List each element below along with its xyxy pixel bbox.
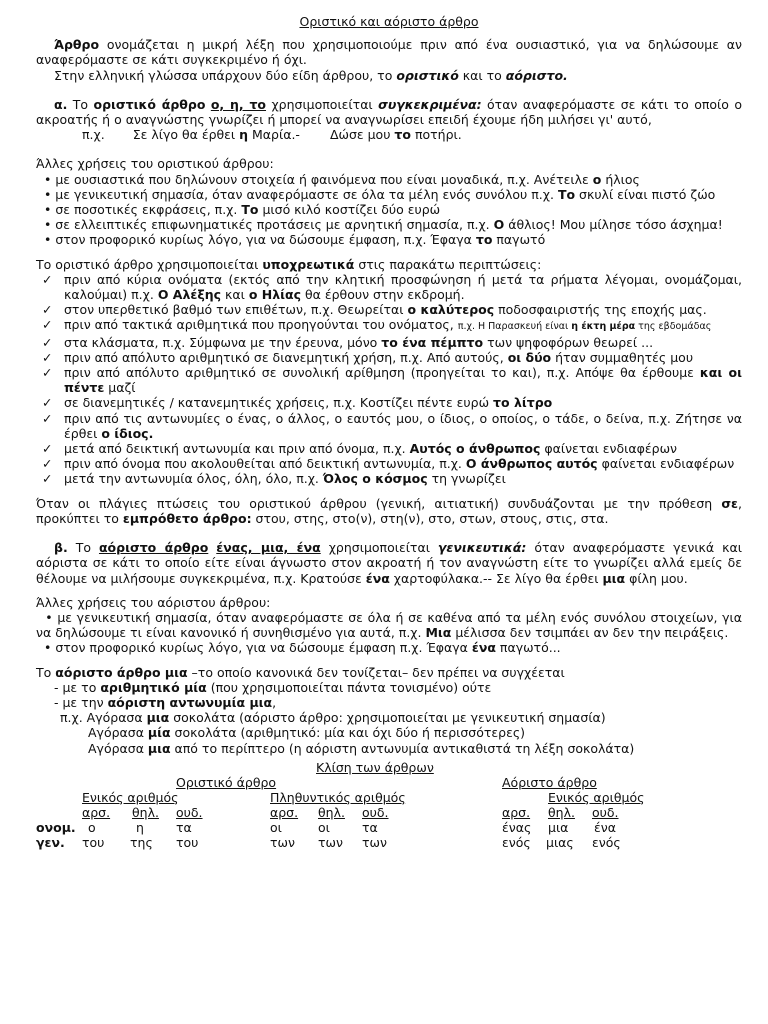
- check-icon: ✓: [42, 441, 53, 457]
- list-item: • σε ποσοτικές εκφράσεις, π.χ. Το μισό κιλό κοστίζει δύο ευρώ: [44, 202, 441, 218]
- check-item: ✓ πριν από όνομα που ακολουθείται από δεικτική αντωνυμία, π.χ. Ο άνθρωπος αυτός φαίνεται ενδιαφέρων: [42, 456, 735, 472]
- list-item: • με γενικευτική σημασία, όταν αναφερόμαστε σε όλα τα μέλη ενός συνόλου π.χ. Το σκυλί είναι πιστό ζώο: [36, 186, 716, 202]
- gender-label: ουδ.: [592, 804, 619, 820]
- check-item: ✓ στα κλάσματα, π.χ. Σύμφωνα με την έρευνα, μόνο το ένα πέμπτο των ψηφοφόρων θεωρεί ...: [42, 334, 654, 350]
- table-cell: μια: [548, 819, 569, 835]
- table-cell: του: [82, 834, 105, 850]
- gender-label: ουδ.: [176, 804, 203, 820]
- table-cell: των: [318, 834, 343, 850]
- gender-label: αρσ.: [82, 804, 111, 820]
- list-item: • με ουσιαστικά που δηλώνουν στοιχεία ή φαινόμενα που είναι μοναδικά, π.χ. Ανέτειλε ο ήλιος: [44, 171, 640, 187]
- table-title: Κλίση των άρθρων: [316, 759, 434, 775]
- table-cell: των: [270, 834, 295, 850]
- check-icon: ✓: [42, 302, 53, 318]
- check-item: ✓ πριν από τακτικά αριθμητικά που προηγούνται του ονόματος, π.χ. Η Παρασκευή είναι η έκτη μέρα της εβδομάδας: [42, 317, 712, 333]
- check-item: ✓ μετά από δεικτική αντωνυμία και πριν από όνομα, π.χ. Αυτός ο άνθρωπος φαίνεται ενδιαφέρων: [42, 441, 678, 457]
- page-title: Οριστικό και αόριστο άρθρο: [299, 14, 479, 29]
- table-cell: μιας: [546, 834, 574, 850]
- list-item: • στον προφορικό κυρίως λόγο, για να δώσουμε έμφαση, π.χ. Έφαγα το παγωτό: [44, 232, 546, 248]
- case-label-genitive: γεν.: [36, 834, 65, 850]
- table-cell: ο: [88, 819, 96, 835]
- check-icon: ✓: [42, 349, 53, 365]
- table-cell: του: [176, 834, 199, 850]
- declension-table: [36, 758, 742, 848]
- mia-note-pronoun: - με την αόριστη αντωνυμία μια,: [54, 694, 277, 710]
- gender-label: αρσ.: [270, 804, 299, 820]
- indef-singular-header: Ενικός αριθμός: [548, 789, 645, 805]
- definite-header: Οριστικό άρθρο: [176, 774, 277, 790]
- check-item: ✓ πριν από απόλυτο αριθμητικό σε συνολική αρίθμηση (προηγείται το και), π.χ. Απόψε θα έρθουμε και οι πέντε μαζί: [42, 365, 742, 396]
- mia-note-numeral: - με το αριθμητικό μία (που χρησιμοποιείται πάντα τονισμένο) ούτε: [54, 679, 492, 695]
- definite-article-section: α. Το οριστικό άρθρο ο, η, το χρησιμοποιείται συγκεκριμένα: όταν αναφερόμαστε σε κάτι το οποίο ο ακροατής ή ο αναγνώστης γνωρίζει ή μπορεί να αναγνωρίσει επειδή έχουμε ήδη μιλήσει γι' αυτό,: [36, 96, 742, 128]
- gender-label: αρσ.: [502, 804, 531, 820]
- table-cell: η: [136, 819, 144, 835]
- prepositional-article-paragraph: Όταν οι πλάγιες πτώσεις του οριστικού άρθρου (γενική, αιτιατική) συνδυάζονται με την πρόθεση σε, προκύπτει το εμπρόθετο άρθρο: στου, στης, στο(ν), στη(ν), στο, στων, στους, στις, στα.: [36, 495, 742, 526]
- intro-term: Άρθρο: [54, 37, 100, 53]
- mandatory-heading: Το οριστικό άρθρο χρησιμοποιείται υποχρεωτικά στις παρακάτω περιπτώσεις:: [36, 256, 542, 272]
- check-icon: ✓: [42, 271, 53, 287]
- check-icon: ✓: [42, 365, 53, 381]
- singular-header: Ενικός αριθμός: [82, 789, 179, 805]
- check-icon: ✓: [42, 395, 53, 411]
- intro-types: Στην ελληνική γλώσσα υπάρχουν δύο είδη άρθρου, το οριστικό και το αόριστο.: [54, 67, 568, 83]
- table-cell: των: [362, 834, 387, 850]
- check-icon: ✓: [42, 317, 53, 333]
- table-cell: οι: [270, 819, 282, 835]
- plural-header: Πληθυντικός αριθμός: [270, 789, 406, 805]
- check-item: ✓ στον υπερθετικό βαθμό των επιθέτων, π.χ. Θεωρείται ο καλύτερος ποδοσφαιριστής της εποχής μας.: [42, 302, 707, 318]
- indefinite-header: Αόριστο άρθρο: [502, 774, 597, 790]
- definite-uses-heading: Άλλες χρήσεις του οριστικού άρθρου:: [36, 156, 274, 172]
- check-icon: ✓: [42, 410, 53, 426]
- indefinite-uses-heading: Άλλες χρήσεις του αόριστου άρθρου:: [36, 594, 271, 610]
- check-item: ✓ πριν από απόλυτο αριθμητικό σε διανεμητική χρήση, π.χ. Από αυτούς, οι δύο ήταν συμμαθητές μου: [42, 349, 694, 365]
- gender-label: θηλ.: [318, 804, 345, 820]
- table-cell: τα: [362, 819, 378, 835]
- list-item: • με γενικευτική σημασία, όταν αναφερόμαστε σε όλα ή σε καθένα από τα μέλη ενός συνόλου στοιχείων, για να δηλώσουμε τι είναι κανονικό ή συνηθισμένο για αυτά, π.χ. Μια μέλισσα δεν τσιμπάει αν δεν την πειράξεις.: [36, 609, 742, 641]
- table-cell: ένα: [594, 819, 616, 835]
- indefinite-article-section: β. Το αόριστο άρθρο ένας, μια, ένα χρησιμοποιείται γενικευτικά: όταν αναφερόμαστε γενικά και αόριστα σε κάτι το οποίο είτε είναι άγνωστο στον ακροατή ή τον αναγνώστη είτε το γνωρίζει αλλά εμείς δε θέλουμε να μιλήσουμε συγκεκριμένα, π.χ. Κρατούσε ένα χαρτοφύλακα.-- Σε λίγο θα έρθει μια φίλη μου.: [36, 540, 742, 586]
- table-cell: ενός: [502, 834, 531, 850]
- check-item: ✓ πριν από κύρια ονόματα (εκτός από την κλητική προσφώνηση ή μετά τα ρήματα λέγομαι, ονομάζομαι, καλούμαι) π.χ. Ο Αλέξης και ο Ηλίας θα έρθουν στην εκδρομή.: [42, 271, 742, 303]
- check-icon: ✓: [42, 471, 53, 487]
- check-item: ✓ σε διανεμητικές / κατανεμητικές χρήσεις, π.χ. Κοστίζει πέντε ευρώ το λίτρο: [42, 395, 553, 411]
- mia-example: π.χ. Αγόρασα μια σοκολάτα (αόριστο άρθρο: χρησιμοποιείται με γενικευτική σημασία): [60, 710, 606, 726]
- table-cell: ένας: [502, 819, 532, 835]
- check-item: ✓ μετά την αντωνυμία όλος, όλη, όλο, π.χ. Όλος ο κόσμος τη γνωρίζει: [42, 471, 506, 487]
- case-label-nominative: ονομ.: [36, 819, 76, 835]
- check-item: ✓ πριν από τις αντωνυμίες ο ένας, ο άλλος, ο εαυτός μου, ο ίδιος, ο οποίος, ο τάδε, ο δείνα, π.χ. Ζήτησε να έρθει ο ίδιος.: [42, 410, 742, 441]
- check-icon: ✓: [42, 334, 53, 350]
- table-cell: οι: [318, 819, 330, 835]
- list-item: • στον προφορικό κυρίως λόγο, για να δώσουμε έμφαση π.χ. Έφαγα ένα παγωτό...: [44, 640, 561, 656]
- gender-label: θηλ.: [548, 804, 575, 820]
- list-item: • σε ελλειπτικές επιφωνηματικές προτάσεις με αρνητική σημασία, π.χ. Ο άθλιος! Μου μίλησε τόσο άσχημα!: [36, 217, 723, 233]
- table-cell: τα: [176, 819, 192, 835]
- mia-example: Αγόρασα μια από το περίπτερο (η αόριστη αντωνυμία αντικαθιστά τη λέξη σοκολάτα): [88, 740, 635, 756]
- check-icon: ✓: [42, 456, 53, 472]
- definite-example: π.χ. Σε λίγο θα έρθει η Μαρία.- Δώσε μου το ποτήρι.: [82, 127, 462, 143]
- intro-paragraph: Άρθρο ονομάζεται η μικρή λέξη που χρησιμοποιούμε πριν από ένα ουσιαστικό, για να δηλώσουμε αν αναφερόμαστε σε κάτι συγκεκριμένο ή όχι.: [36, 37, 742, 68]
- table-cell: της: [130, 834, 153, 850]
- gender-label: ουδ.: [362, 804, 389, 820]
- mia-note: Το αόριστο άρθρο μια –το οποίο κανονικά δεν τονίζεται– δεν πρέπει να συγχέεται: [36, 664, 565, 680]
- gender-label: θηλ.: [132, 804, 159, 820]
- document-page: [36, 14, 742, 848]
- table-cell: ενός: [592, 834, 621, 850]
- mia-example: Αγόρασα μία σοκολάτα (αριθμητικό: μία και όχι δύο ή περισσότερες): [88, 725, 526, 741]
